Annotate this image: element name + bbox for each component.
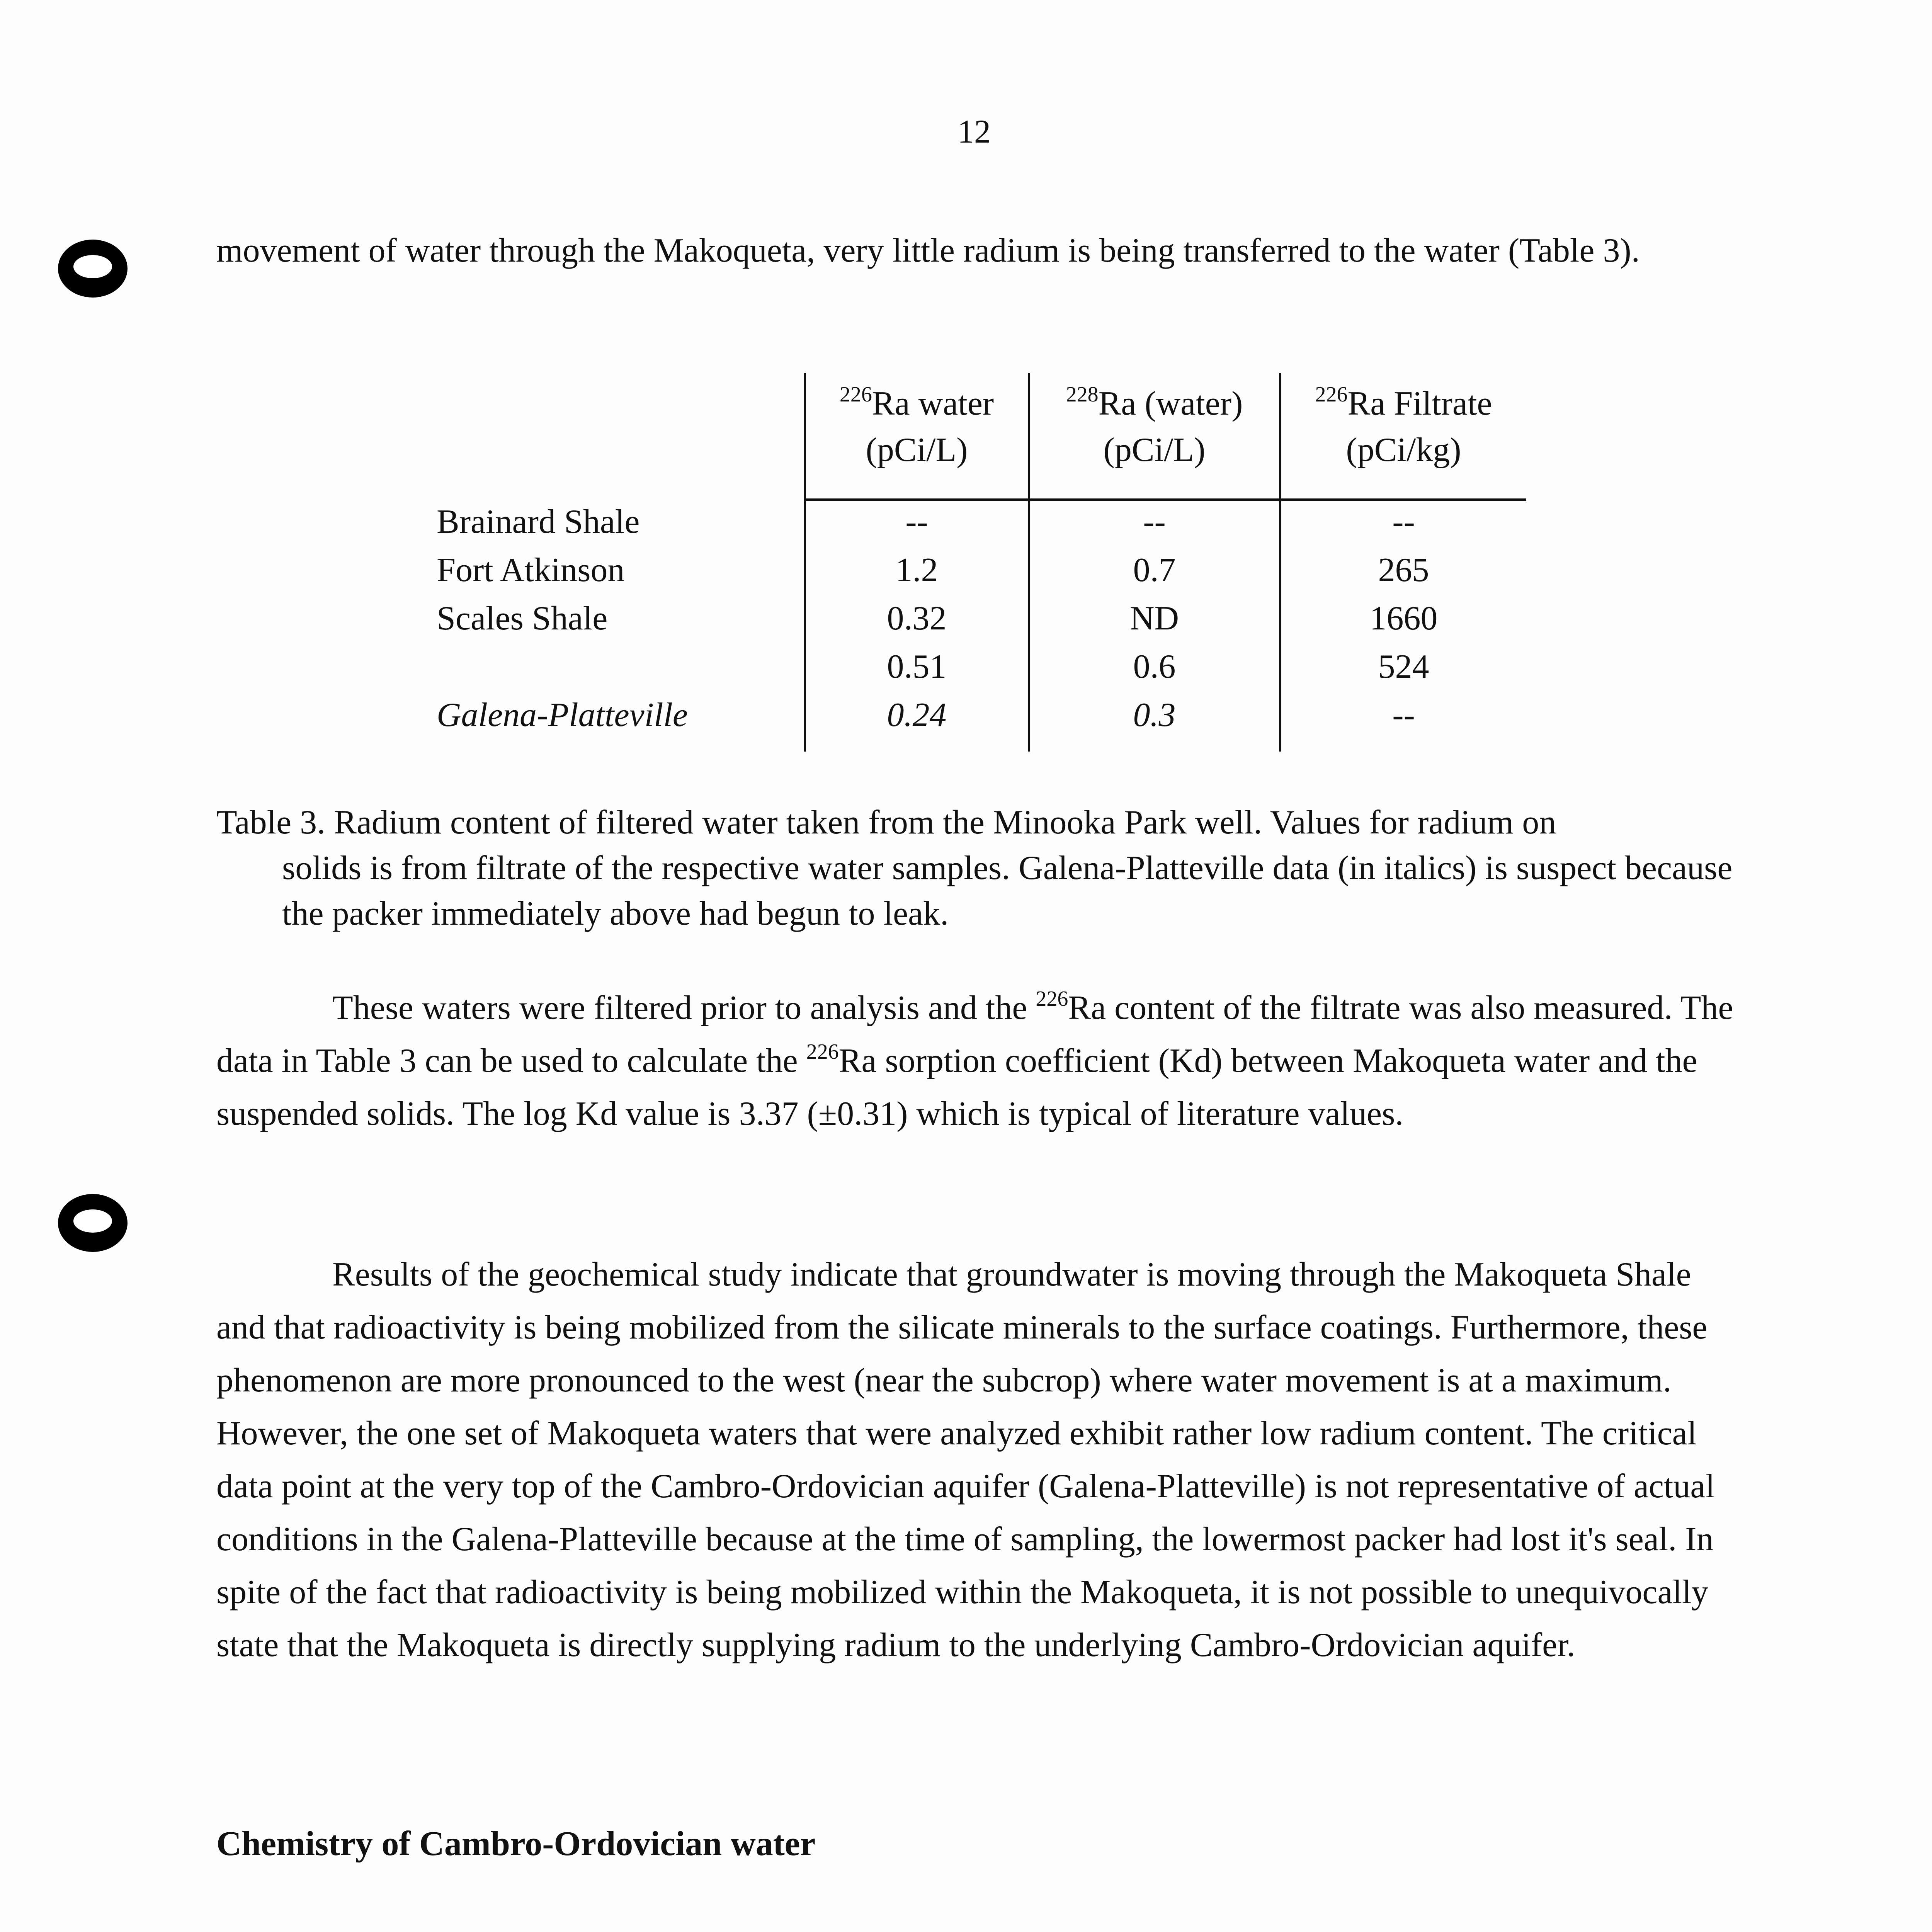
column-unit: (pCi/L) xyxy=(1103,431,1206,469)
kd-text: Ra content of the filtrate was also measured. The data in Table 3 can be used to calculate the xyxy=(216,989,1733,1080)
intro-paragraph: movement of water through the Makoqueta, very little radium is being transferred to the water (Table 3). xyxy=(216,232,1640,269)
table-header-rule xyxy=(804,498,1526,501)
table-cell: 1660 xyxy=(1369,600,1438,637)
table-cell: -- xyxy=(1392,503,1415,541)
row-label: Fort Atkinson xyxy=(437,551,625,589)
column-label: Ra Filtrate xyxy=(1347,385,1492,422)
table-cell: -- xyxy=(1392,696,1415,734)
kd-paragraph xyxy=(216,981,1747,1140)
table-cell: 0.3 xyxy=(1133,696,1176,734)
row-label: Scales Shale xyxy=(437,600,608,637)
isotope-number: 226 xyxy=(839,383,872,406)
kd-text: Ra sorption coefficient (Kd) between Makoqueta water and the suspended solids. The log Kd value is 3.37 (±0.31) which is typical of literature values. xyxy=(216,1042,1697,1133)
kd-text: These waters were filtered prior to analysis and the xyxy=(332,989,1036,1027)
column-header-226ra-water xyxy=(806,381,1028,473)
table-cell: -- xyxy=(905,503,928,541)
table-cell: 0.7 xyxy=(1133,551,1176,589)
column-label: Ra (water) xyxy=(1098,385,1243,422)
radium-table xyxy=(437,373,1526,755)
section-heading: Chemistry of Cambro-Ordovician water xyxy=(216,1825,816,1863)
punch-hole-top xyxy=(58,240,128,298)
results-paragraph xyxy=(216,1248,1747,1672)
table-caption xyxy=(216,800,1747,937)
table-cell: ND xyxy=(1129,600,1179,637)
table-cell: 0.51 xyxy=(887,648,947,685)
table-cell: 0.32 xyxy=(887,600,947,637)
results-text: Results of the geochemical study indicate that groundwater is moving through the Makoqueta Shale and that radioactivity is being mobilized from the silicate minerals to the surface coatings. Furthermore, these phenomenon are more pronounced to the west (near the subcrop) where water movement is at a maximum. However, the one set of Makoqueta waters that were analyzed exhibit rather low radium content. The critical data point at the very top of the Cambro-Ordovician aquifer (Galena-Platteville) is not representative of actual conditions in the Galena-Platteville because at the time of sampling, the lowermost packer had lost it's seal. In spite of the fact that radioactivity is being mobilized within the Makoqueta, it is not possible to unequivocally state that the Makoqueta is directly supplying radium to the underlying Cambro-Ordovician aquifer. xyxy=(216,1256,1715,1664)
table-cell: 265 xyxy=(1378,551,1429,589)
column-label: Ra water xyxy=(872,385,994,422)
page-number: 12 xyxy=(957,113,991,150)
isotope-number: 226 xyxy=(1315,383,1348,406)
isotope-number: 226 xyxy=(806,1040,839,1064)
isotope-number: 226 xyxy=(1036,987,1068,1011)
isotope-number: 228 xyxy=(1066,383,1099,406)
row-label: Galena-Platteville xyxy=(437,696,688,734)
column-unit: (pCi/L) xyxy=(866,431,968,469)
caption-continuation: solids is from filtrate of the respective water samples. Galena-Platteville data (in italics) is suspect because the packer immediately above had begun to leak. xyxy=(282,849,1733,932)
column-header-226ra-filtrate xyxy=(1281,381,1526,473)
table-cell: 1.2 xyxy=(895,551,938,589)
table-cell: 524 xyxy=(1378,648,1429,685)
table-cell: 0.6 xyxy=(1133,648,1176,685)
column-header-228ra-water xyxy=(1030,381,1279,473)
column-unit: (pCi/kg) xyxy=(1346,431,1461,469)
caption-first-line: Table 3. Radium content of filtered water taken from the Minooka Park well. Values for radium on xyxy=(216,804,1556,841)
row-label: Brainard Shale xyxy=(437,503,640,541)
table-cell: 0.24 xyxy=(887,696,947,734)
table-cell: -- xyxy=(1143,503,1166,541)
punch-hole-middle xyxy=(58,1194,128,1252)
